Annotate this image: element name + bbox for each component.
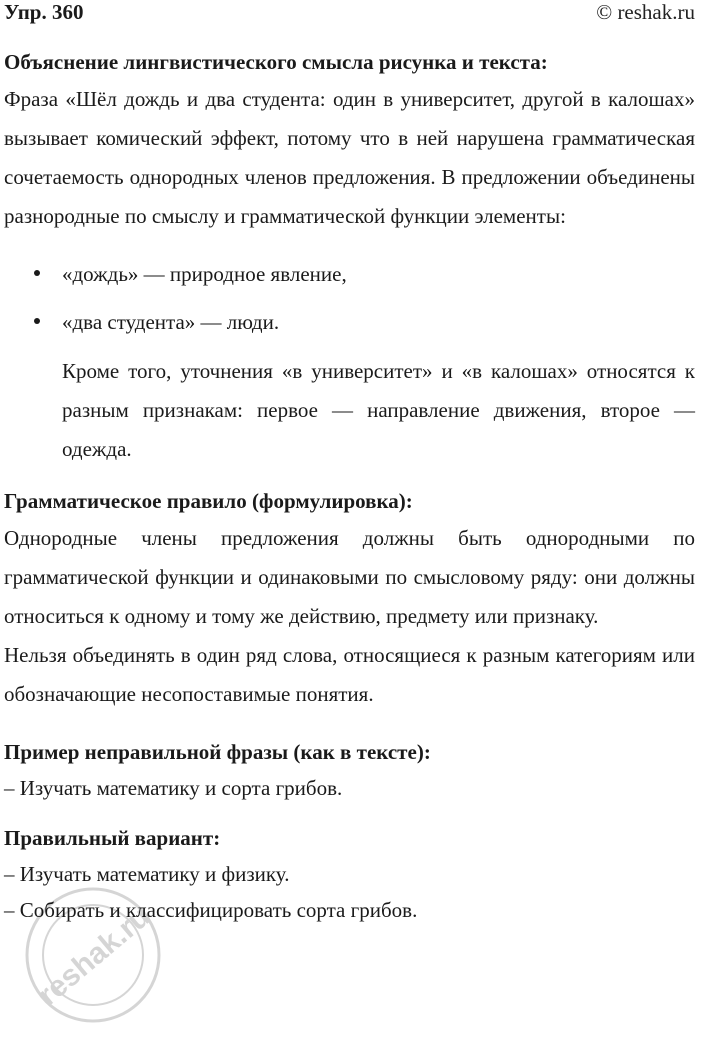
explanation-note: Кроме того, уточнения «в университет» и «в калошах» относятся к разным признакам: первое — направление движения, второе — одежда. [62, 359, 695, 461]
wrong-example-line: – Изучать математику и сорта грибов. [4, 776, 343, 800]
watermark-text: reshak.ru [31, 900, 157, 1013]
section-heading-correct-variant: Правильный вариант: [4, 826, 221, 850]
section-heading-rule: Грамматическое правило (формулировка): [4, 489, 413, 513]
list-item [4, 250, 695, 298]
list-item-text: «дождь» — природное явление, [62, 262, 347, 286]
list-item-text: «два студента» — люди. [62, 310, 280, 334]
site-copyright: © reshak.ru [596, 0, 695, 24]
bullet-icon [34, 318, 40, 324]
rule-paragraph-continued: Нельзя объединять в один ряд слова, относящиеся к разным категориям или обозначающие несопоставимые понятия. [4, 643, 695, 706]
list-item [4, 298, 695, 346]
correct-example-line: – Изучать математику и физику. [4, 862, 290, 886]
bullet-icon [34, 270, 40, 276]
page-header [4, 0, 695, 30]
section-heading-explanation: Объяснение лингвистического смысла рисунка и текста: [4, 50, 548, 74]
correct-example-line: – Собирать и классифицировать сорта грибов. [4, 898, 418, 922]
section-heading-wrong-example: Пример неправильной фразы (как в тексте): [4, 740, 431, 764]
exercise-number: Упр. 360 [4, 0, 84, 24]
rule-paragraph: Однородные члены предложения должны быть однородными по грамматической функции и одинаковыми по смысловому ряду: они должны относиться к одному и тому же действию, предмету или признаку. [4, 526, 695, 628]
explanation-paragraph: Фраза «Шёл дождь и два студента: один в университет, другой в калошах» вызывает комический эффект, потому что в ней нарушена грамматическая сочетаемость однородных членов предложения. В предложении объединены разнородные по смыслу и грамматической функции элементы: [4, 87, 695, 228]
bullet-list [4, 250, 695, 346]
